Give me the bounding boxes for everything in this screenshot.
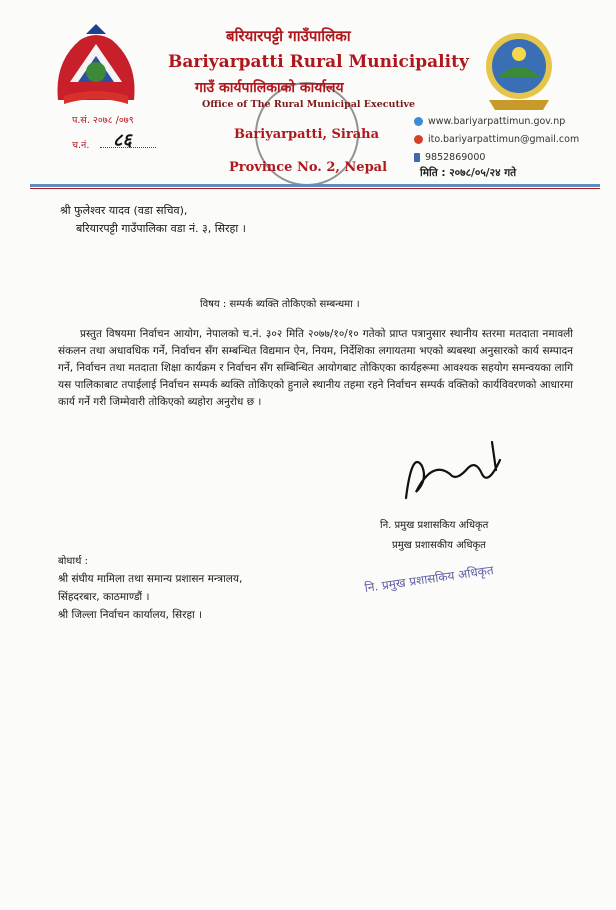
signatory-stamp: नि. प्रमुख प्रशासकिय अधिकृत xyxy=(363,563,495,595)
patra-sankhya: प.सं. २०७८ /०७९ xyxy=(72,115,134,126)
website-contact xyxy=(414,116,565,127)
nepal-emblem-logo xyxy=(50,22,142,110)
phone-text: 9852869000 xyxy=(425,152,486,163)
office-name-en: Office of The Rural Municipal Executive xyxy=(202,99,416,110)
email-text: ito.bariyarpattimun@gmail.com xyxy=(428,134,580,145)
email-contact xyxy=(414,134,579,145)
letter-subject: विषय : सम्पर्क ब्यक्ति तोकिएको सम्बन्धमा । xyxy=(200,299,360,310)
signatory-title-1: नि. प्रमुख प्रशासकिय अधिकृत xyxy=(380,520,489,531)
cc-item: सिंहदरबार, काठमाण्डौं । xyxy=(58,591,150,603)
cc-item: श्री जिल्ला निर्वाचन कार्यालय, सिरहा । xyxy=(58,609,203,621)
recipient-line-1: श्री फुलेश्वर यादव (वडा सचिव), xyxy=(60,204,188,217)
location-en: Bariyarpatti, Siraha xyxy=(234,127,380,142)
municipality-name-en: Bariyarpatti Rural Municipality xyxy=(168,52,469,72)
header-rule-red xyxy=(30,188,600,189)
website-text: www.bariyarpattimun.gov.np xyxy=(428,116,566,127)
letter-date: मिति : २०७८/०५/२४ गते xyxy=(420,167,517,179)
chalani-label: च.नं. xyxy=(72,140,90,151)
handwritten-signature xyxy=(392,430,512,510)
globe-icon xyxy=(414,117,423,126)
phone-icon xyxy=(414,153,420,162)
recipient-line-2: बरियारपट्टी गाउँपालिका वडा नं. ३, सिरहा । xyxy=(76,222,246,235)
letter-body xyxy=(58,326,573,411)
municipality-logo xyxy=(481,26,557,114)
cc-item: श्री संघीय मामिला तथा समान्य प्रशासन मन्त्रालय, xyxy=(58,573,243,585)
header-rule-blue xyxy=(30,184,600,187)
chalani-dotted-line xyxy=(100,147,156,148)
email-icon xyxy=(414,135,423,144)
signatory-title-2: प्रमुख प्रशासकीय अधिकृत xyxy=(392,540,486,551)
municipality-name-np: बरियारपट्टी गाउँपालिका xyxy=(226,27,351,45)
province-en: Province No. 2, Nepal xyxy=(229,160,388,175)
cc-label: बोधार्थ : xyxy=(58,556,88,567)
chalani-number: ८६ xyxy=(113,130,132,151)
letter-body-text: प्रस्तुत विषयमा निर्वाचन आयोग, नेपालको च.नं. ३०२ मिति २०७७/१०/१० गतेको प्राप्त पत्रानुसार स्थानीय स्तरमा मतदाता नमावली संकलन तथा अधावधिक गर्ने, निर्वाचन सँग सम्बन्धित विद्यमान ऐन, नियम, निर्देशिका लगायतमा भएको ब्यबस्था अनुसारको कार्य सम्पादन गर्ने, निर्वाचन तथा मतदाता शिक्षा कार्यक्रम र निर्वाचन सँग सम्बिन्धित आयोगबाट तोकिएका कार्यहरूमा आवश्यक सहयोग समन्वयका लागि यस पालिकाबाट तपाईलाई निर्वाचन सम्पर्क ब्यक्ति तोकिएको हुनाले स्थानीय तहमा रहने निर्वाचन सम्पर्क वक्तिको कार्यविवरणको आधारमा कार्य गर्ने गरी जिम्मेवारी तोकिएको ब्यहोरा अनुरोध छ । xyxy=(58,328,573,408)
phone-contact xyxy=(414,152,485,163)
office-name-np: गाउँ कार्यपालिकाको कार्यालय xyxy=(195,80,344,96)
